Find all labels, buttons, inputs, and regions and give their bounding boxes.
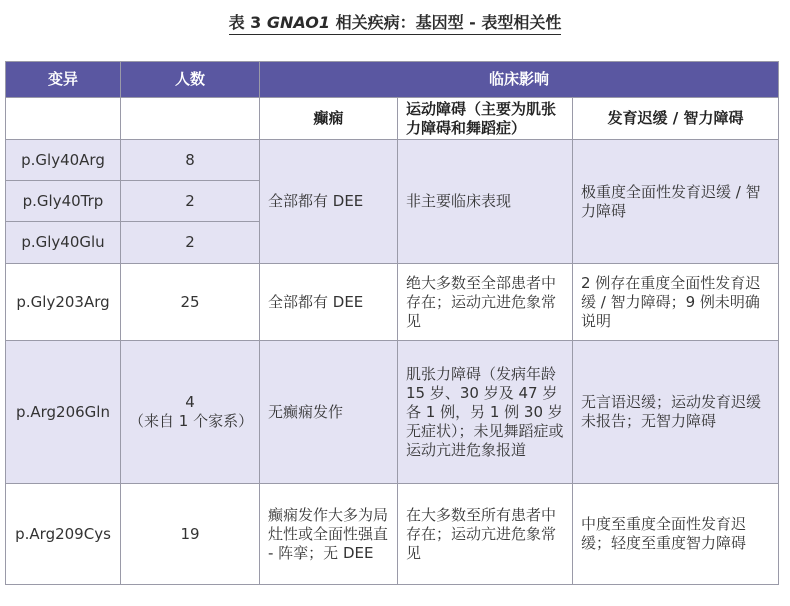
title-gene: GNAO1 xyxy=(266,13,331,32)
count-note: （来自 1 个家系） xyxy=(129,412,254,430)
subheader-movement: 运动障碍（主要为肌张力障碍和舞蹈症） xyxy=(398,98,573,140)
seizure-cell: 全部都有 DEE xyxy=(260,264,398,341)
subheader-development: 发育迟缓 / 智力障碍 xyxy=(573,98,779,140)
count-cell xyxy=(121,341,260,484)
subheader-seizure: 癫痫 xyxy=(260,98,398,140)
seizure-cell: 无癫痫发作 xyxy=(260,341,398,484)
header-impact: 临床影响 xyxy=(260,62,779,98)
subheader-empty-variant xyxy=(6,98,121,140)
development-cell: 2 例存在重度全面性发育迟缓 / 智力障碍；9 例未明确说明 xyxy=(573,264,779,341)
development-cell: 中度至重度全面性发育迟缓；轻度至重度智力障碍 xyxy=(573,484,779,585)
title-suffix: 相关疾病：基因型 - 表型相关性 xyxy=(330,13,562,32)
movement-cell: 在大多数至所有患者中存在；运动亢进危象常见 xyxy=(398,484,573,585)
genotype-phenotype-table xyxy=(5,61,779,585)
subheader-row xyxy=(6,98,779,140)
variant-cell: p.Gly40Arg xyxy=(6,140,121,181)
header-count: 人数 xyxy=(121,62,260,98)
variant-cell: p.Gly40Glu xyxy=(6,222,121,264)
subheader-empty-count xyxy=(121,98,260,140)
table-row xyxy=(6,140,779,181)
movement-cell: 肌张力障碍（发病年龄 15 岁、30 岁及 47 岁各 1 例，另 1 例 30 岁无症状）；未见舞蹈症或运动亢进危象报道 xyxy=(398,341,573,484)
variant-cell: p.Gly40Trp xyxy=(6,181,121,222)
count-cell: 25 xyxy=(121,264,260,341)
count-cell: 2 xyxy=(121,222,260,264)
variant-cell: p.Arg206Gln xyxy=(6,341,121,484)
variant-cell: p.Gly203Arg xyxy=(6,264,121,341)
count-value: 4 xyxy=(185,393,195,411)
table-title xyxy=(0,10,790,33)
title-prefix: 表 3 xyxy=(228,13,267,32)
table-row xyxy=(6,484,779,585)
development-cell: 无言语迟缓；运动发育迟缓未报告；无智力障碍 xyxy=(573,341,779,484)
development-cell: 极重度全面性发育迟缓 / 智力障碍 xyxy=(573,140,779,264)
seizure-cell: 癫痫发作大多为局灶性或全面性强直 - 阵挛；无 DEE xyxy=(260,484,398,585)
header-row xyxy=(6,62,779,98)
count-cell: 8 xyxy=(121,140,260,181)
count-cell: 19 xyxy=(121,484,260,585)
table-row xyxy=(6,264,779,341)
table-row xyxy=(6,341,779,484)
variant-cell: p.Arg209Cys xyxy=(6,484,121,585)
count-cell: 2 xyxy=(121,181,260,222)
movement-cell: 绝大多数至全部患者中存在；运动亢进危象常见 xyxy=(398,264,573,341)
seizure-cell: 全部都有 DEE xyxy=(260,140,398,264)
movement-cell: 非主要临床表现 xyxy=(398,140,573,264)
header-variant: 变异 xyxy=(6,62,121,98)
